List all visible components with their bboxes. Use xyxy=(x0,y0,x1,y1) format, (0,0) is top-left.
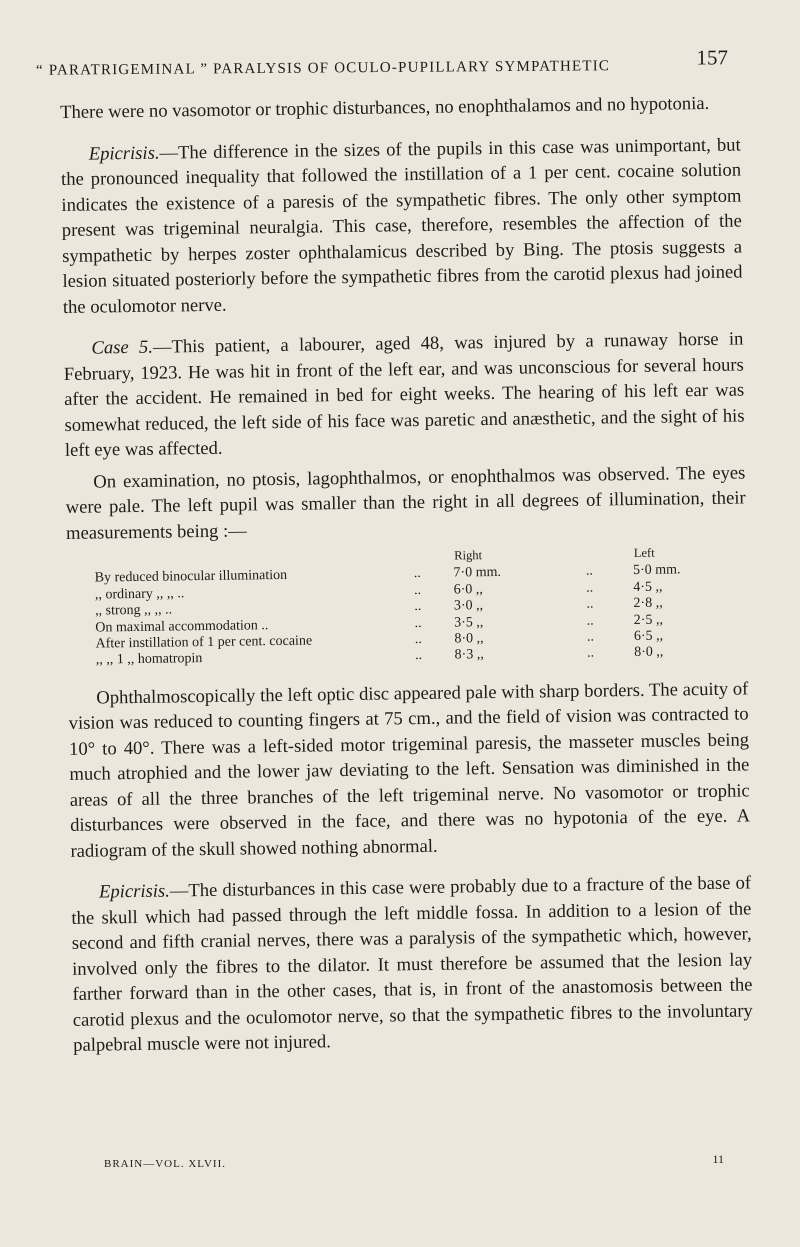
epicrisis-text: —The difference in the sizes of the pupils in this case was unimportant, but the pronounced inequality that followed the instillation of a 1 per cent. cocaine solution indicates the existence of a paresis of the sympathetic fibres. The only other symptom present was trigeminal neuralgia. This case, therefore, resembles the affection of the sympathetic by herpes zoster ophthalamicus described by Bing. The ptosis suggests a lesion situated posteriorly before the sympathetic fibres from the carotid plexus had joined the oculomotor nerve. xyxy=(60,134,743,318)
leader-dots: .. xyxy=(414,632,422,648)
right-value: 8·3 ,, xyxy=(454,647,484,663)
column-header-left: Left xyxy=(633,545,655,561)
leader-dots: .. xyxy=(414,648,423,664)
right-value: 6·0 ,, xyxy=(453,581,483,598)
left-value: 6·5 ,, xyxy=(633,628,664,645)
leader-dots: .. xyxy=(586,596,594,612)
leader-dots: .. xyxy=(586,613,594,629)
epicrisis-heading: Epicrisis. xyxy=(98,880,170,903)
journal-line: BRAIN—VOL. XLVII. xyxy=(104,1158,227,1170)
page-number: 157 xyxy=(696,45,729,70)
running-head: “ PARATRIGEMINAL ” PARALYSIS OF OCULO-PUPILLARY SYMPATHETIC xyxy=(35,58,611,79)
paragraph-ophthalmoscopy: Ophthalmoscopically the left optic disc appeared pale with sharp borders. The acuity of vision was reduced to counting fingers at 75 cm., and the field of vision was contracted to 10° to 40°. There was a left-sided motor trigeminal paresis, the masseter muscles being much atrophied and the lower jaw deviating to the left. Sensation was diminished in the areas of all the three branches of the left trigeminal nerve. No vasomotor or trophic disturbances were observed in the face, and there was no hypotonia of the eye. A radiogram of the skull showed nothing abnormal. xyxy=(68,678,751,862)
case5-heading: Case 5. xyxy=(91,336,154,359)
epicrisis-text: —The disturbances in this case were probably due to a fracture of the base of the skull which had passed through the left middle fossa. In addition to a lesion of the second and fifth cranial nerves, there was a paralysis of the sympathetic which, however, involved only the fibres to the dilator. It must therefore be assumed that the lesion lay farther forward than in the other cases, that is, in front of the anastomosis between the carotid plexus and the oculomotor nerve, so that the sympathetic fibres to the involuntary palpebral muscle were not injured. xyxy=(71,872,753,1057)
right-value: 8·0 ,, xyxy=(454,631,484,647)
right-value: 3·0 ,, xyxy=(453,598,484,614)
row-label: By reduced binocular illumination xyxy=(94,568,288,586)
leader-dots: .. xyxy=(414,582,422,598)
page-footer xyxy=(104,1152,724,1176)
body-text xyxy=(60,91,753,1059)
right-value: 3·5 ,, xyxy=(454,614,484,631)
left-value: 8·0 ,, xyxy=(634,645,664,661)
row-label: After instillation of 1 per cent. cocaine xyxy=(95,633,313,652)
paragraph-examination: On examination, no ptosis, lagophthalmos, or enophthalmos was observed. The eyes were pale. The left pupil was smaller than the right in all degrees of illumination, their measurements being :— xyxy=(65,461,746,544)
row-label: ,, strong ,, ,, .. xyxy=(95,602,173,619)
case5-text: —This patient, a labourer, aged 48, was injured by a runaway horse in February, 1923. He was hit in front of the left ear, and was unconscious for several hours after the accident. He remained in bed for eight weeks. The hearing of his left ear was somewhat reduced, the left side of his face was paretic and anæsthetic, and the sight of his left eye was affected. xyxy=(63,328,745,461)
paragraph-epicrisis-case5 xyxy=(71,871,753,1059)
paragraph-no-disturbances: There were no vasomotor or trophic disturbances, no enophthalamos and no hypotonia. xyxy=(60,92,710,123)
right-value: 7·0 mm. xyxy=(453,565,502,581)
left-value: 5·0 mm. xyxy=(632,562,681,579)
left-value: 2·8 ,, xyxy=(633,595,663,612)
leader-dots: .. xyxy=(586,580,594,596)
row-label: ,, ,, 1 ,, homatropin xyxy=(95,651,203,668)
page-header xyxy=(36,45,728,86)
epicrisis-heading: Epicrisis. xyxy=(88,142,160,165)
leader-dots: .. xyxy=(414,615,422,631)
row-label: On maximal accommodation .. xyxy=(95,617,269,636)
leader-dots: .. xyxy=(413,566,421,582)
left-value: 4·5 ,, xyxy=(633,579,663,595)
column-header-right: Right xyxy=(454,548,483,563)
paragraph-case5 xyxy=(63,326,745,463)
signature-mark: 11 xyxy=(712,1152,724,1166)
row-label: ,, ordinary ,, ,, .. xyxy=(94,586,185,603)
leader-dots: .. xyxy=(414,599,422,615)
paragraph-epicrisis-case4 xyxy=(61,132,743,320)
left-value: 2·5 ,, xyxy=(633,612,663,628)
pupil-measurements-table xyxy=(94,542,748,669)
leader-dots: .. xyxy=(585,564,594,580)
leader-dots: .. xyxy=(587,646,595,662)
leader-dots: .. xyxy=(586,629,594,645)
